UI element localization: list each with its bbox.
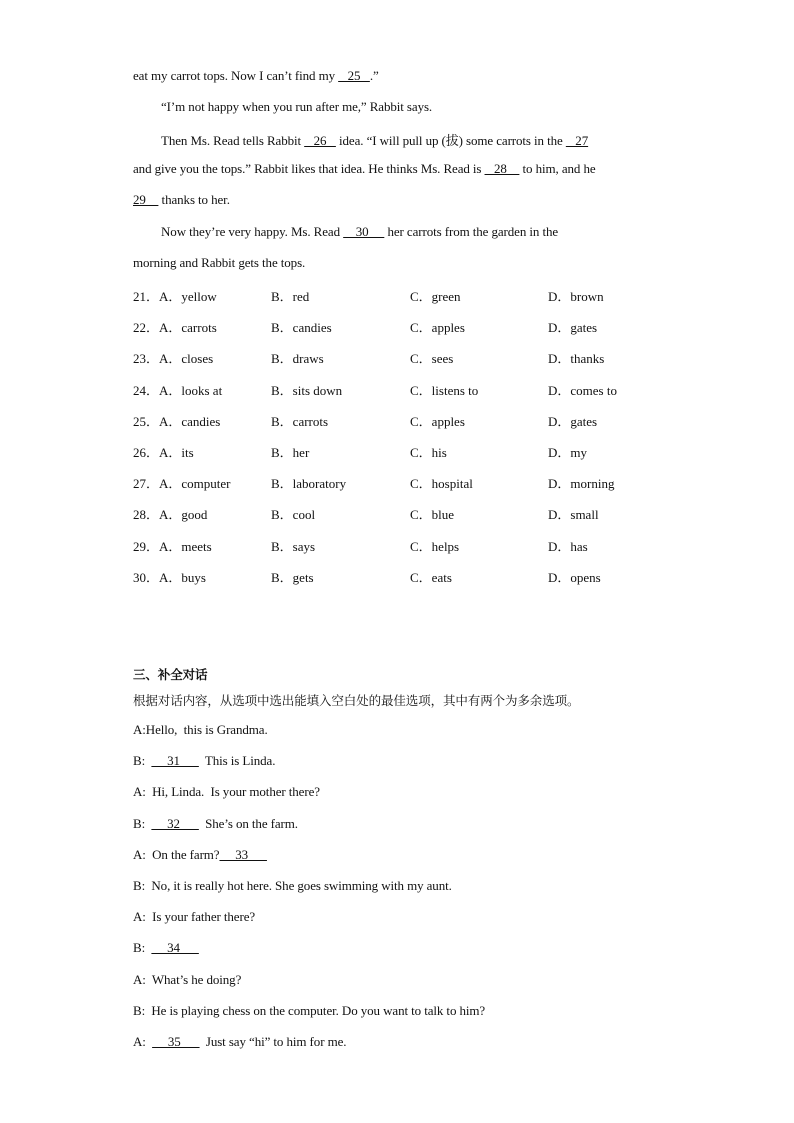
dialogue-text: B: — [133, 940, 152, 956]
option-b[interactable]: B．red — [271, 289, 310, 304]
blank-25: 25 — [338, 68, 370, 83]
option-a[interactable]: A．computer — [159, 476, 231, 492]
text-segment: thanks to her. — [158, 192, 230, 207]
question-row — [133, 567, 673, 585]
question-number: 28． — [133, 507, 160, 523]
option-c[interactable]: C．green — [410, 289, 461, 304]
dialogue-blank: 32 — [151, 815, 199, 831]
question-row — [133, 286, 673, 304]
option-b[interactable]: B．draws — [271, 351, 324, 367]
question-number: 27． — [133, 476, 160, 492]
option-b[interactable]: B．sits down — [271, 382, 343, 398]
question-row — [133, 442, 673, 460]
option-d[interactable]: D．comes to — [548, 382, 617, 398]
dialogue-text: A: — [133, 1034, 153, 1049]
question-number: 30． — [133, 569, 160, 585]
option-c[interactable]: C．his — [410, 445, 447, 460]
option-b[interactable]: B．laboratory — [271, 476, 347, 492]
passage-line: “I’m not happy when you run after me,” Rabbit says. — [161, 99, 433, 114]
question-number: 26． — [133, 445, 160, 460]
option-a[interactable]: A．good — [159, 507, 208, 523]
option-b[interactable]: B．carrots — [271, 413, 329, 429]
dialogue-text: A: Hi, Linda. Is your mother there? — [133, 784, 320, 800]
blank-28: 28 — [484, 161, 520, 176]
question-row — [133, 411, 673, 429]
dialogue-blank: 33 — [219, 846, 267, 862]
option-c[interactable]: C．apples — [410, 413, 465, 429]
blank-29: 29 — [133, 192, 159, 207]
option-c[interactable]: C．eats — [410, 569, 452, 585]
option-b[interactable]: B．candies — [271, 320, 332, 336]
dialogue-line — [133, 1003, 485, 1019]
dialogue-line — [133, 784, 320, 800]
question-row — [133, 473, 673, 491]
option-b[interactable]: B．cool — [271, 507, 316, 523]
section-instruction: 根据对话内容，从选项中选出能填入空白处的最佳选项，其中有两个为多余选项。 — [133, 693, 580, 708]
dialogue-line — [133, 909, 255, 925]
option-a[interactable]: A．yellow — [159, 289, 217, 304]
question-number: 25． — [133, 413, 160, 429]
option-b[interactable]: B．says — [271, 538, 316, 554]
blank-26: 26 — [304, 133, 336, 148]
option-d[interactable]: D．small — [548, 507, 599, 523]
passage-line — [133, 192, 230, 208]
question-row — [133, 380, 673, 398]
dialogue-blank: 35 — [152, 1034, 200, 1049]
text-segment: Then Ms. Read tells Rabbit — [161, 133, 305, 148]
dialogue-text: She’s on the farm. — [198, 815, 298, 831]
dialogue-line — [133, 847, 267, 863]
option-c[interactable]: C．hospital — [410, 476, 473, 492]
option-a[interactable]: A．its — [159, 445, 194, 460]
option-d[interactable]: D．morning — [548, 476, 615, 492]
option-a[interactable]: A．carrots — [159, 320, 217, 336]
option-a[interactable]: A．meets — [159, 538, 212, 554]
option-b[interactable]: B．her — [271, 445, 310, 460]
option-a[interactable]: A．buys — [159, 569, 206, 585]
dialogue-text: B: No, it is really hot here. She goes swimming with my aunt. — [133, 878, 452, 893]
question-row — [133, 348, 673, 366]
dialogue-text: B: — [133, 753, 152, 769]
section-title: 三、补全对话 — [133, 667, 208, 682]
text-segment: her carrots from the garden in the — [384, 224, 559, 239]
dialogue-text: A: On the farm? — [133, 846, 220, 862]
option-d[interactable]: D．has — [548, 538, 588, 554]
option-d[interactable]: D．gates — [548, 413, 598, 429]
option-a[interactable]: A．looks at — [159, 382, 223, 398]
dialogue-blank: 34 — [151, 940, 199, 956]
option-d[interactable]: D．thanks — [548, 351, 605, 367]
option-d[interactable]: D．gates — [548, 320, 598, 336]
dialogue-line — [133, 753, 275, 769]
dialogue-text: Just say “hi” to him for me. — [199, 1034, 347, 1049]
passage-line — [161, 224, 558, 240]
dialogue-text: A: What’s he doing? — [133, 971, 242, 987]
dialogue-line — [133, 722, 268, 738]
option-c[interactable]: C．listens to — [410, 382, 479, 398]
dialogue-text: B: — [133, 815, 152, 831]
option-c[interactable]: C．blue — [410, 507, 455, 523]
option-d[interactable]: D．my — [548, 445, 588, 460]
dialogue-text: B: He is playing chess on the computer. Do you want to talk to him? — [133, 1002, 486, 1018]
dialogue-line — [133, 816, 298, 832]
option-c[interactable]: C．helps — [410, 538, 460, 554]
question-number: 23． — [133, 351, 160, 367]
option-d[interactable]: D．brown — [548, 289, 604, 304]
option-c[interactable]: C．sees — [410, 351, 454, 367]
passage-line — [133, 161, 596, 177]
question-row — [133, 317, 673, 335]
option-a[interactable]: A．candies — [159, 413, 221, 429]
dialogue-line — [133, 940, 199, 956]
text-segment: to him, and he — [519, 161, 596, 176]
text-segment: eat my carrot tops. Now I can’t find my — [133, 68, 339, 83]
text-segment: idea. “I will pull up (拔) some carrots in the — [335, 133, 566, 148]
option-c[interactable]: C．apples — [410, 320, 465, 336]
dialogue-line — [133, 972, 241, 988]
question-number: 21． — [133, 289, 160, 304]
question-number: 22． — [133, 320, 160, 336]
dialogue-blank: 31 — [151, 753, 199, 769]
option-d[interactable]: D．opens — [548, 569, 601, 585]
dialogue-text: This is Linda. — [198, 753, 276, 769]
passage-line — [133, 68, 379, 84]
dialogue-text: A:Hello, this is Grandma. — [133, 722, 268, 737]
blank-27: 27 — [565, 133, 589, 148]
dialogue-line — [133, 1034, 346, 1050]
option-b[interactable]: B．gets — [271, 569, 314, 585]
question-row — [133, 504, 673, 522]
dialogue-line — [133, 878, 452, 894]
text-segment: .” — [369, 68, 379, 83]
question-row — [133, 536, 673, 554]
question-number: 29． — [133, 538, 160, 554]
blank-30: 30 — [343, 224, 385, 239]
passage-line — [161, 130, 588, 149]
dialogue-text: A: Is your father there? — [133, 909, 256, 925]
text-segment: and give you the tops.” Rabbit likes that idea. He thinks Ms. Read is — [133, 161, 485, 176]
question-number: 24． — [133, 382, 160, 398]
passage-line: morning and Rabbit gets the tops. — [133, 255, 306, 270]
text-segment: Now they’re very happy. Ms. Read — [161, 224, 344, 239]
option-a[interactable]: A．closes — [159, 351, 214, 367]
